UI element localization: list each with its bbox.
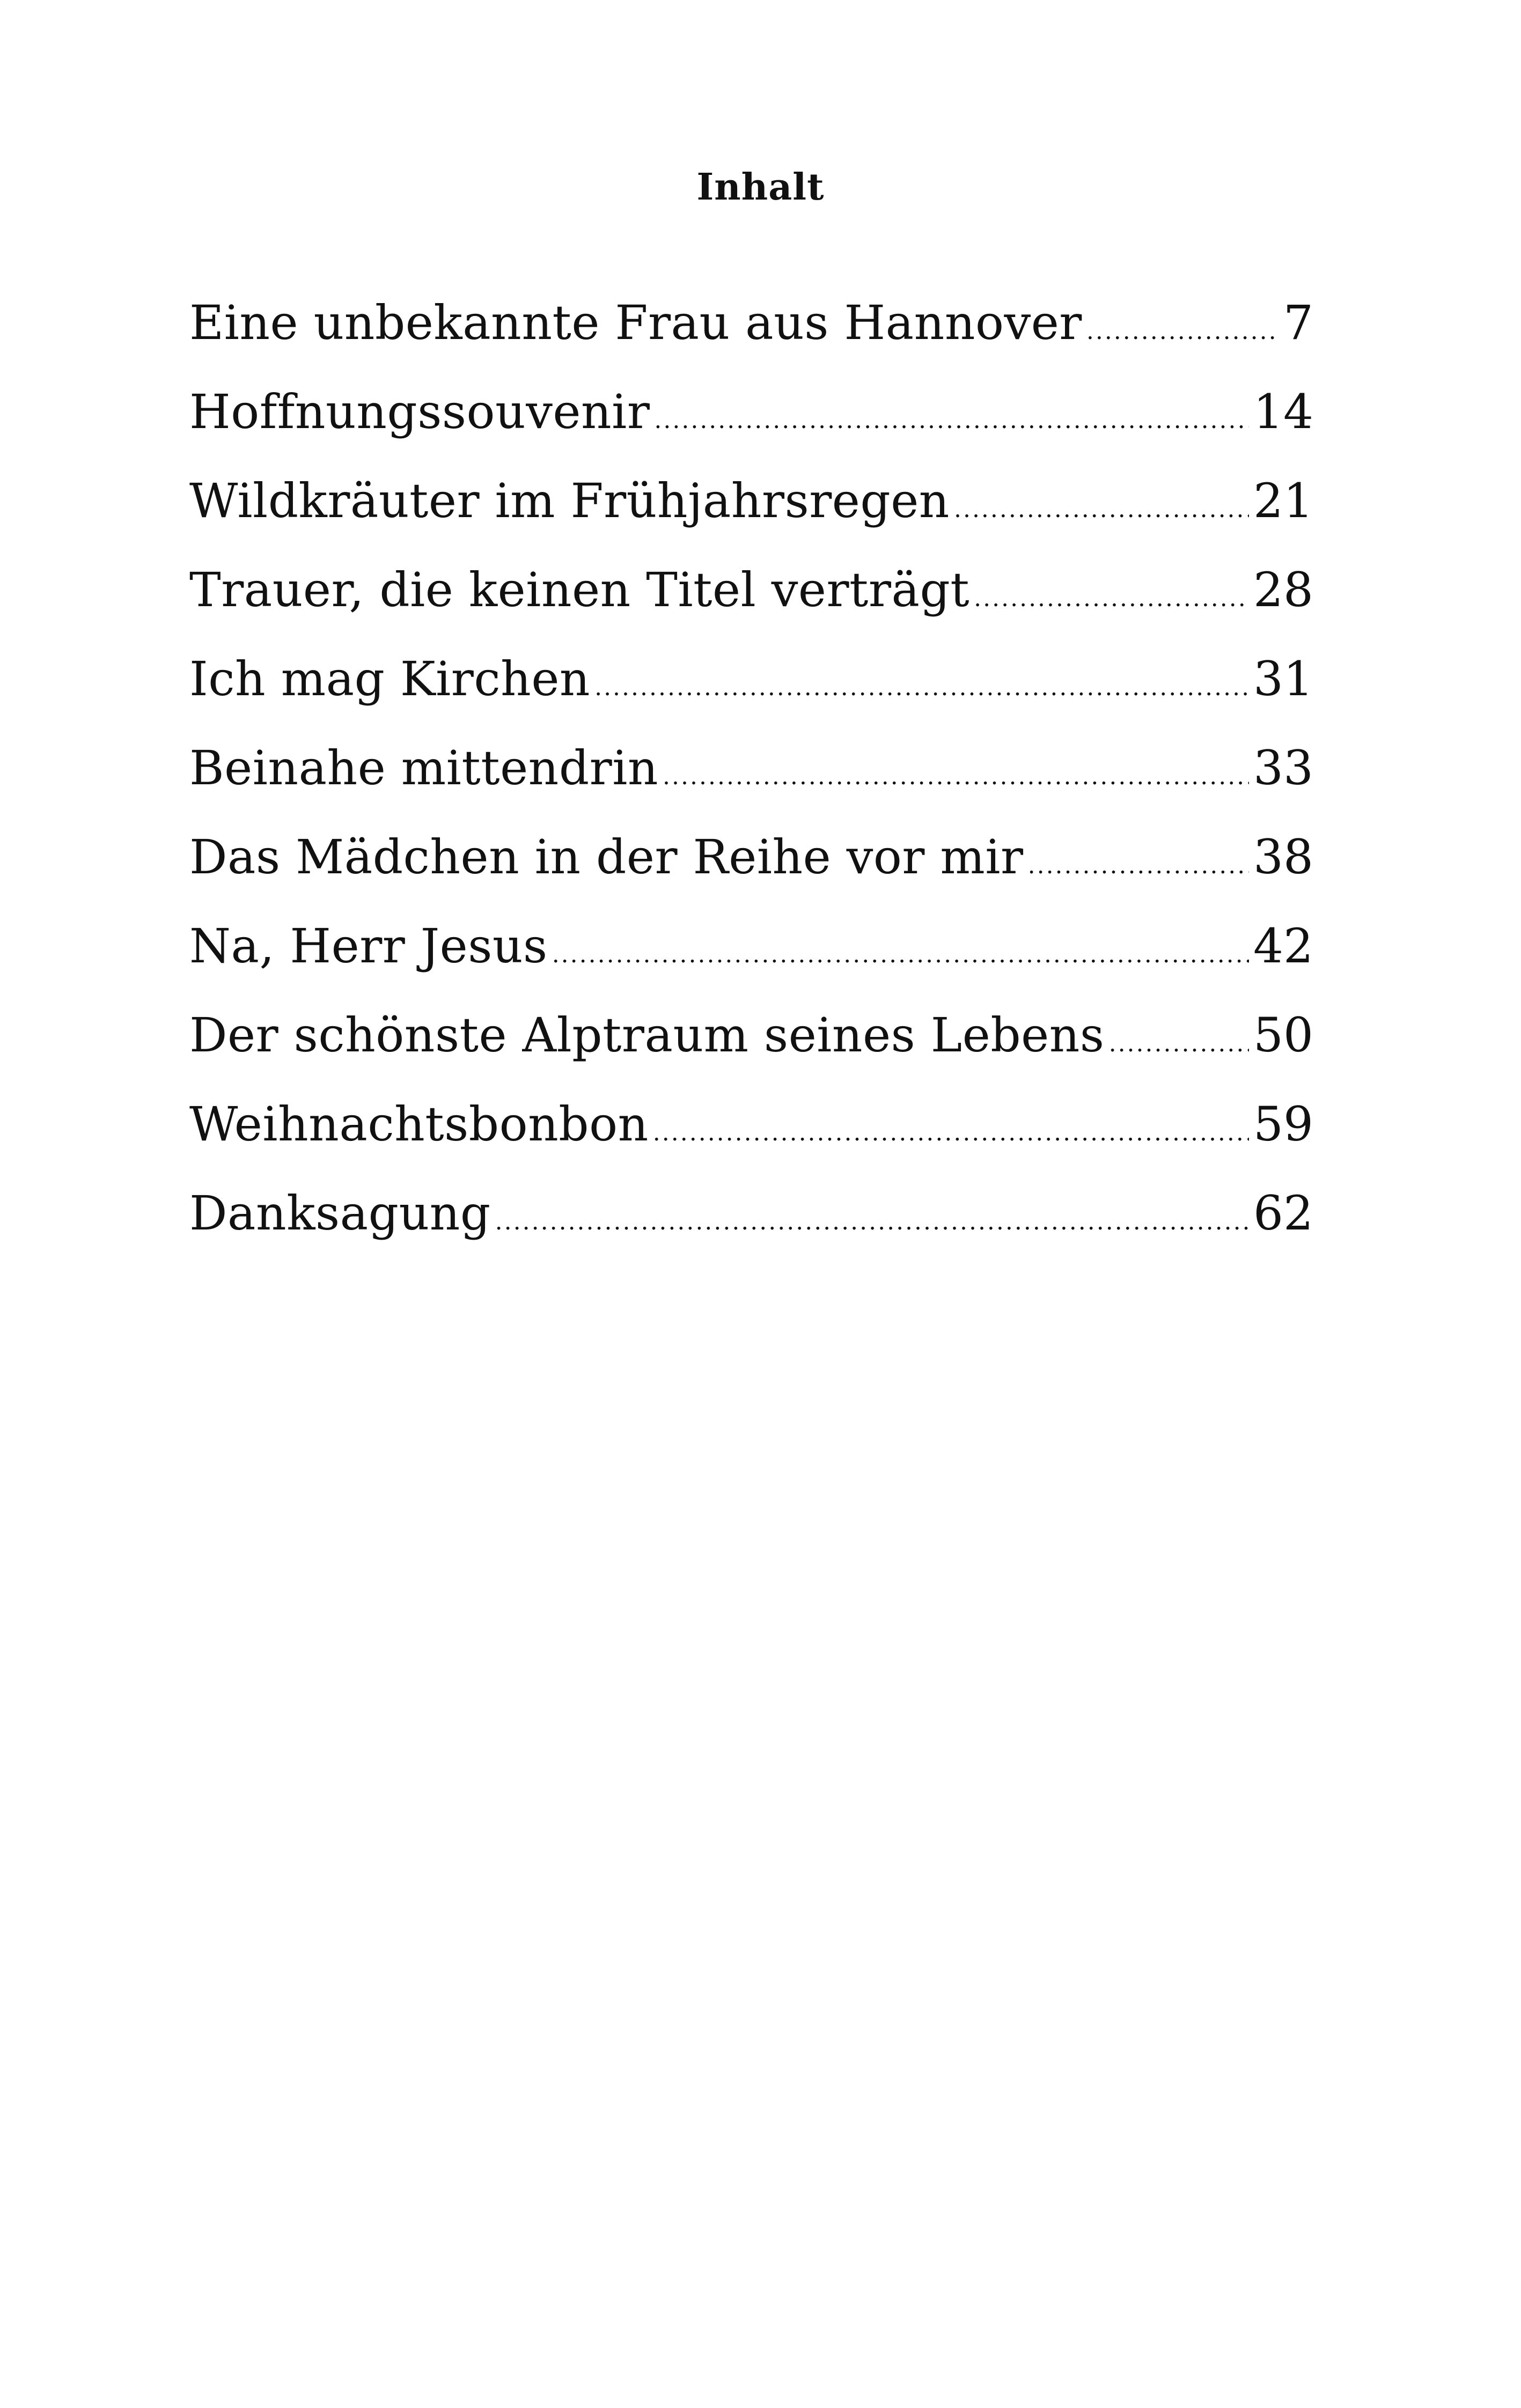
- dot-leader: [653, 1103, 1249, 1162]
- toc-entry: [189, 1095, 1313, 1184]
- toc-entry-page: 33: [1253, 740, 1313, 796]
- table-of-contents: [189, 293, 1313, 1273]
- dot-leader: [954, 480, 1249, 539]
- toc-entry-title: Das Mädchen in der Reihe vor mir: [189, 829, 1024, 885]
- dot-leader: [1028, 836, 1249, 895]
- toc-entry-page: 38: [1253, 829, 1313, 885]
- toc-entry: [189, 472, 1313, 561]
- toc-entry-page: 7: [1283, 295, 1313, 350]
- dot-leader: [1086, 302, 1279, 361]
- toc-entry: [189, 1184, 1313, 1273]
- toc-entry-title: Beinahe mittendrin: [189, 740, 659, 796]
- toc-entry-title: Weihnachtsbonbon: [189, 1096, 649, 1152]
- toc-entry: [189, 828, 1313, 917]
- toc-entry-title: Wildkräuter im Frühjahrsregen: [189, 473, 950, 528]
- toc-entry-title: Eine unbekannte Frau aus Hannover: [189, 295, 1082, 350]
- toc-entry-page: 62: [1253, 1185, 1313, 1241]
- toc-entry-title: Hoffnungssouvenir: [189, 384, 650, 439]
- toc-entry-page: 50: [1253, 1007, 1313, 1063]
- toc-entry-title: Trauer, die keinen Titel verträgt: [189, 562, 970, 617]
- dot-leader: [974, 569, 1249, 628]
- toc-heading: Inhalt: [696, 166, 825, 209]
- toc-entry-page: 42: [1253, 918, 1313, 974]
- toc-entry: [189, 650, 1313, 739]
- dot-leader: [495, 1192, 1249, 1251]
- toc-entry: [189, 1006, 1313, 1095]
- toc-entry-page: 59: [1253, 1096, 1313, 1152]
- toc-entry: [189, 739, 1313, 828]
- toc-entry: [189, 561, 1313, 650]
- toc-entry-page: 14: [1253, 384, 1313, 439]
- dot-leader: [1109, 1014, 1249, 1073]
- dot-leader: [654, 391, 1249, 450]
- toc-entry-page: 21: [1253, 473, 1313, 528]
- toc-entry-title: Ich mag Kirchen: [189, 651, 591, 706]
- dot-leader: [663, 747, 1249, 806]
- dot-leader: [552, 925, 1249, 984]
- toc-entry-page: 31: [1253, 651, 1313, 706]
- dot-leader: [594, 658, 1249, 717]
- toc-entry-title: Na, Herr Jesus: [189, 918, 548, 974]
- toc-entry-page: 28: [1253, 562, 1313, 617]
- toc-entry: [189, 382, 1313, 472]
- toc-entry: [189, 293, 1313, 382]
- toc-entry: [189, 917, 1313, 1006]
- toc-entry-title: Danksagung: [189, 1185, 491, 1241]
- toc-entry-title: Der schönste Alptraum seines Lebens: [189, 1007, 1105, 1063]
